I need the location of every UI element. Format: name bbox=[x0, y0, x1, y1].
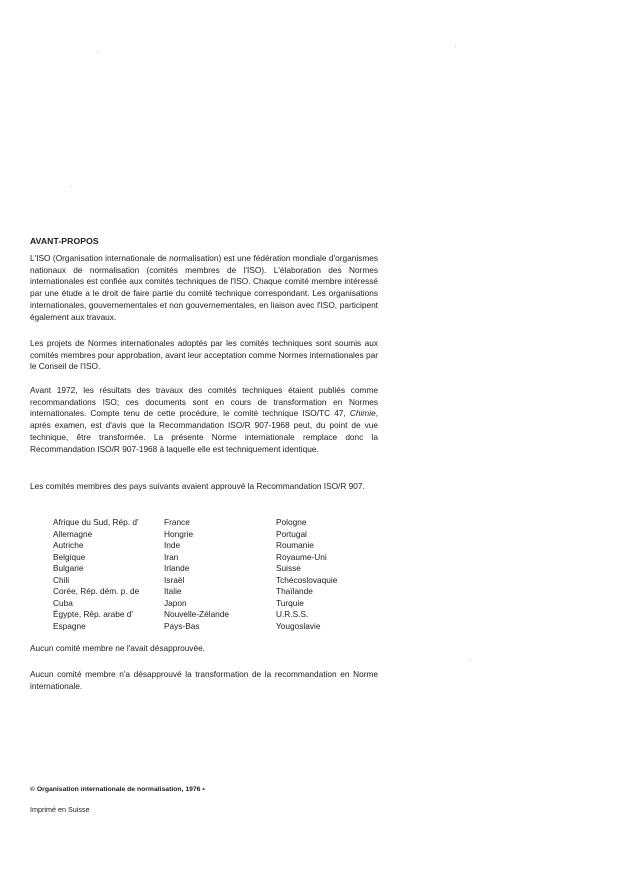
foreword-heading: AVANT-PROPOS bbox=[30, 236, 99, 246]
country-name: Israël bbox=[164, 574, 185, 585]
country-name: Pologne bbox=[276, 517, 307, 527]
country-name: Allemagne bbox=[53, 528, 93, 539]
country-name: Autriche bbox=[53, 540, 84, 550]
country-column-1 bbox=[53, 517, 163, 632]
country-column-2 bbox=[164, 517, 274, 632]
country-name: Belgique bbox=[53, 551, 86, 562]
country-name: Inde bbox=[164, 540, 181, 550]
scan-speck bbox=[455, 46, 456, 47]
country-name: Nouvelle-Zélande bbox=[164, 609, 230, 619]
country-name: Corée, Rép. dém. p. de bbox=[53, 586, 140, 596]
paragraph-no-disapproval: Aucun comité membre ne l'avait désapprouvée. bbox=[30, 643, 205, 653]
country-name: Italie bbox=[164, 586, 182, 596]
country-name: Tchécoslovaquie bbox=[276, 574, 338, 585]
paragraph-approving-members: Les comités membres des pays suivants avaient approuvé la Recommandation ISO/R 907. bbox=[30, 481, 365, 491]
scan-speck bbox=[98, 52, 99, 53]
copyright-line: © Organisation internationale de normalisation, 1976 • bbox=[30, 786, 205, 793]
country-column-3 bbox=[276, 517, 386, 632]
country-name: Japon bbox=[164, 597, 187, 608]
country-name: Espagne bbox=[53, 620, 86, 631]
country-name: Hongrie bbox=[164, 528, 194, 539]
paragraph-no-disapproval-transformation: Aucun comité membre n'a désapprouvé la transformation de la recommandation en Norme internationale. bbox=[30, 669, 378, 691]
country-name: Bulgarie bbox=[53, 563, 84, 573]
country-name: Suisse bbox=[276, 563, 301, 573]
country-name: Roumanie bbox=[276, 540, 314, 550]
country-name: Royaume-Uni bbox=[276, 551, 327, 562]
country-name: Chili bbox=[53, 574, 70, 585]
country-name: Pays-Bas bbox=[164, 620, 200, 631]
country-name: Cuba bbox=[53, 597, 73, 608]
country-name: Irlande bbox=[164, 563, 190, 573]
country-name: Portugal bbox=[276, 528, 307, 539]
country-name: Yougoslavie bbox=[276, 620, 321, 631]
country-name: Turquie bbox=[276, 597, 304, 608]
scan-speck bbox=[70, 186, 71, 187]
country-name: France bbox=[164, 517, 190, 527]
country-name: Thaïlande bbox=[276, 586, 313, 596]
country-name: U.R.S.S. bbox=[276, 609, 309, 619]
country-name: Iran bbox=[164, 551, 179, 562]
committee-name-emphasis: Chimie bbox=[349, 408, 376, 419]
paragraph-before-1972: Avant 1972, les résultats des travaux des comités techniques étaient publiés comme recommandations ISO; ces documents sont en cours de transformation en Normes internationales. Compte tenu de cette procédure, le comité technique ISO/TC 47, Chimie, après examen, est d'avis que la Recommandation ISO/R 907-1968 peut, du point de vue technique, être transformée. La présente Norme internationale remplace donc la Recommandation ISO/R 907-1968 à laquelle elle est techniquement identique. bbox=[30, 385, 378, 454]
printed-in-line: Imprimé en Suisse bbox=[30, 805, 90, 814]
paragraph-iso-intro: L'ISO (Organisation internationale de normalisation) est une fédération mondiale d'organismes nationaux de normalisation (comités membres de l'ISO). L'élaboration des Normes internationales est confiée aux comités techniques de l'ISO. Chaque comité membre intéressé par une étude a le droit de faire partie du comité technique correspondant. Les organisations internationales, gouvernementales et non gouvernementales, en liaison avec l'ISO, participent également aux travaux. bbox=[30, 253, 378, 322]
country-name: Égypte, Rép. arabe d' bbox=[53, 609, 133, 619]
paragraph-draft-standards: Les projets de Normes internationales adoptés par les comités techniques sont soumis aux comités membres pour approbation, avant leur acceptation comme Normes internationales par le Conseil de l'ISO. bbox=[30, 338, 378, 372]
scan-speck bbox=[470, 660, 471, 661]
country-name: Afrique du Sud, Rép. d' bbox=[53, 517, 139, 527]
